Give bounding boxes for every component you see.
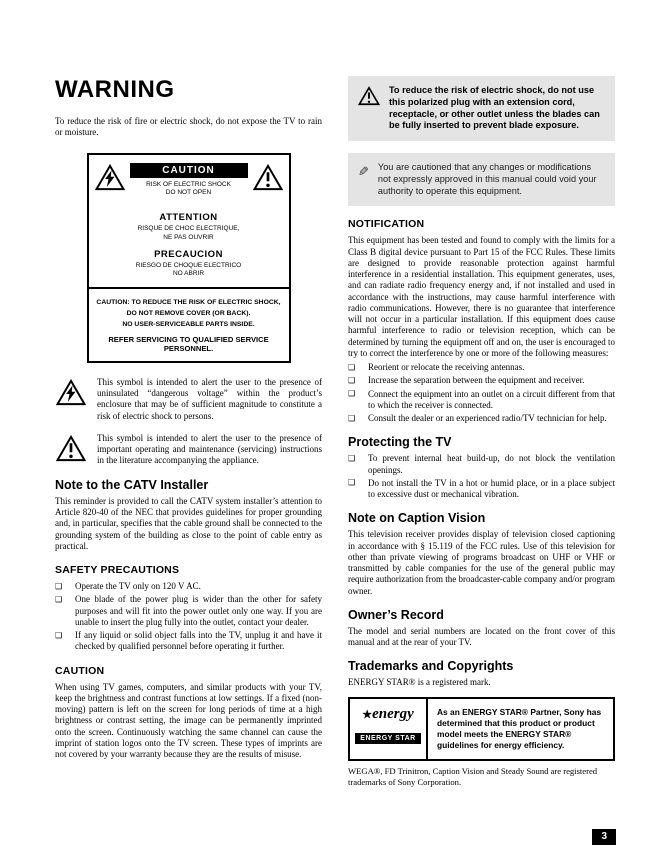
modifications-notice bbox=[348, 153, 615, 206]
caution-bar-label: CAUTION bbox=[130, 163, 248, 178]
energy-star-partner-box bbox=[348, 697, 615, 761]
energy-star-script-word: ★energy bbox=[362, 705, 414, 722]
left-column bbox=[55, 76, 322, 788]
risque-label: RISQUE DE CHOC ELECTRIQUE, bbox=[137, 225, 240, 233]
operating-instructions-symbol-note bbox=[55, 433, 322, 467]
star-icon: ★ bbox=[362, 708, 373, 721]
energy-star-logo bbox=[350, 699, 428, 759]
safety-precautions-heading: SAFETY PRECAUTIONS bbox=[55, 564, 180, 577]
caption-vision-body: This television receiver provides display of television closed captioning in accordance with § 15.119 of the FCC rules. Use of this television for other than private viewing of programs broadcast on UHF or VHF or transmitted by cable companies for the use of the general public may require authorization from the broadcaster-cable company and/or program owner. bbox=[348, 529, 615, 596]
trademarks-body: ENERGY STAR® is a registered mark. bbox=[348, 677, 491, 688]
list-item bbox=[55, 630, 322, 653]
notification-body: This equipment has been tested and found to comply with the limits for a Class B digital device pursuant to Part 15 of the FCC Rules. These limits are designed to provide reasonable protection against harmful interference in a residential installation. This equipment generates, uses, and can radiate radio frequency energy and, if not installed and used in accordance with the instructions, may cause harmful interference with radio communications. However, there is no guarantee that interference will not occur in a particular installation. If this equipment does cause harmful interference to radio or television reception, which can be determined by turning the equipment off and on, the user is encouraged to try to correct the interference by one or more of the following measures: bbox=[348, 235, 615, 358]
list-item bbox=[348, 478, 615, 501]
lightning-bolt-triangle-icon bbox=[55, 377, 87, 422]
safety-item-text: Operate the TV only on 120 V AC. bbox=[75, 581, 201, 592]
checkbox-bullet-icon: ❑ bbox=[348, 375, 356, 385]
caution-warning-line-2: DO NOT REMOVE COVER (OR BACK). bbox=[126, 310, 251, 318]
catv-heading: Note to the CATV Installer bbox=[55, 477, 209, 492]
checkbox-bullet-icon: ❑ bbox=[348, 453, 356, 463]
notification-heading: NOTIFICATION bbox=[348, 218, 425, 231]
energy-star-caption: ENERGY STAR bbox=[355, 733, 420, 744]
checkbox-bullet-icon: ❑ bbox=[55, 581, 63, 591]
precaucion-label: PRECAUCION bbox=[154, 248, 223, 260]
trademarks-heading: Trademarks and Copyrights bbox=[348, 659, 514, 674]
list-item bbox=[348, 413, 615, 424]
caution-diagram-top bbox=[89, 155, 289, 201]
checkbox-bullet-icon: ❑ bbox=[55, 630, 63, 640]
notification-item-text: Connect the equipment into an outlet on a circuit different from that to which the receiver is connected. bbox=[368, 388, 615, 410]
catv-body: This reminder is provided to call the CATV system installer’s attention to Article 820-40 of the NEC that provides guidelines for proper grounding and, in particular, specifies that the cable ground shall be connected to the grounding system of the building as close to the point of cable entry as practical. bbox=[55, 495, 322, 551]
pencil-note-icon: ✎ bbox=[358, 164, 369, 180]
notification-item-text: Increase the separation between the equipment and receiver. bbox=[368, 375, 585, 386]
modifications-text: You are cautioned that any changes or modifications not expressly approved in this manual could void your authority to operate this equipment. bbox=[377, 162, 597, 196]
list-item bbox=[348, 453, 615, 476]
dangerous-voltage-text: This symbol is intended to alert the user to the presence of uninsulated “dangerous voltage” within the product’s enclosure that may be of sufficient magnitude to constitute a risk of electric shock to persons. bbox=[97, 376, 322, 421]
warning-triangle-icon bbox=[358, 85, 380, 132]
two-column-layout bbox=[55, 76, 615, 788]
ne-pas-ouvrir-label: NE PAS OUVRIR bbox=[163, 233, 214, 241]
page-number: 3 bbox=[592, 829, 616, 845]
page-title: WARNING bbox=[55, 76, 175, 103]
lightning-bolt-triangle-icon bbox=[94, 164, 126, 196]
do-not-open-label: DO NOT OPEN bbox=[165, 189, 212, 197]
right-column bbox=[348, 76, 615, 788]
electric-shock-caution-diagram bbox=[87, 153, 291, 363]
polarized-plug-text: To reduce the risk of electric shock, do not use this polarized plug with an extension cord, receptacle, or other outlet unless the blades can be fully inserted to prevent blade exposure. bbox=[389, 85, 600, 131]
dangerous-voltage-symbol-note bbox=[55, 377, 322, 422]
caution-body: When using TV games, computers, and similar products with your TV, keep the brightness and contrast functions at low settings. If a fixed (non-moving) pattern is left on the screen for long periods of time at a high brightness or contrast setting, the image can be permanently imprinted onto the screen. Continuously watching the same channel can cause the imprint of station logos onto the TV screen. These types of imprints are not covered by your warranty because they are the results of misuse. bbox=[55, 681, 322, 760]
safety-item-text: One blade of the power plug is wider than the other for safety purposes and will fit into the power outlet only one way. If you are unable to insert the plug fully into the outlet, contact your dealer. bbox=[75, 594, 322, 627]
protecting-item-text: To prevent internal heat build-up, do not block the ventilation openings. bbox=[368, 453, 615, 475]
owners-record-heading: Owner’s Record bbox=[348, 607, 444, 622]
caution-diagram-center bbox=[126, 163, 252, 199]
list-item bbox=[348, 375, 615, 386]
riesgo-label: RIESGO DE CHOQUE ELECTRICO bbox=[135, 261, 242, 269]
checkbox-bullet-icon: ❑ bbox=[348, 362, 356, 372]
notification-list bbox=[348, 362, 615, 424]
notification-item-text: Reorient or relocate the receiving antennas. bbox=[368, 362, 525, 373]
protecting-item-text: Do not install the TV in a hot or humid place, or in a place subject to excessive dust or mechanical vibration. bbox=[368, 477, 615, 500]
list-item bbox=[348, 362, 615, 373]
caution-warning-line-3: NO USER-SERVICEABLE PARTS INSIDE. bbox=[122, 321, 255, 329]
trademark-footnote: WEGA®, FD Trinitron, Caption Vision and Steady Sound are registered trademarks of Sony Corporation. bbox=[348, 765, 598, 788]
list-item bbox=[55, 581, 322, 592]
list-item bbox=[55, 594, 322, 628]
checkbox-bullet-icon: ❑ bbox=[348, 413, 356, 423]
attention-label: ATTENTION bbox=[159, 212, 218, 224]
checkbox-bullet-icon: ❑ bbox=[348, 478, 356, 488]
exclamation-triangle-icon bbox=[55, 433, 87, 467]
risk-of-shock-label: RISK OF ELECTRIC SHOCK bbox=[146, 180, 231, 188]
no-abrir-label: NO ABRIR bbox=[172, 270, 205, 278]
exclamation-triangle-icon bbox=[252, 164, 284, 196]
protecting-tv-heading: Protecting the TV bbox=[348, 435, 452, 450]
caution-diagram-warning-lines bbox=[89, 287, 289, 361]
checkbox-bullet-icon: ❑ bbox=[55, 594, 63, 604]
list-item bbox=[348, 389, 615, 412]
energy-star-partner-text: As an ENERGY STAR® Partner, Sony has determined that this product or product model meets the ENERGY STAR® guidelines for energy efficiency. bbox=[437, 706, 602, 750]
notification-item-text: Consult the dealer or an experienced radio/TV technician for help. bbox=[368, 413, 607, 424]
safety-precautions-list bbox=[55, 581, 322, 653]
caution-warning-line-1: CAUTION: TO REDUCE THE RISK OF ELECTRIC SHOCK, bbox=[96, 299, 281, 307]
safety-item-text: If any liquid or solid object falls into the TV, unplug it and have it checked by qualified personnel before operating it further. bbox=[75, 630, 322, 652]
caption-vision-heading: Note on Caption Vision bbox=[348, 511, 486, 526]
operating-instructions-text: This symbol is intended to alert the user to the presence of important operating and maintenance (servicing) instructions in the literature accompanying the appliance. bbox=[97, 432, 322, 466]
protecting-tv-list bbox=[348, 453, 615, 500]
polarized-plug-notice bbox=[348, 76, 615, 141]
owners-record-body: The model and serial numbers are located on the front cover of this manual and at the rear of your TV. bbox=[348, 625, 615, 648]
checkbox-bullet-icon: ❑ bbox=[348, 389, 356, 399]
caution-heading: CAUTION bbox=[55, 664, 105, 677]
warning-intro-text: To reduce the risk of fire or electric shock, do not expose the TV to rain or moisture. bbox=[55, 116, 322, 138]
caution-warning-line-4: REFER SERVICING TO QUALIFIED SERVICE PERSONNEL. bbox=[108, 334, 269, 353]
caution-diagram-translations bbox=[89, 200, 289, 287]
